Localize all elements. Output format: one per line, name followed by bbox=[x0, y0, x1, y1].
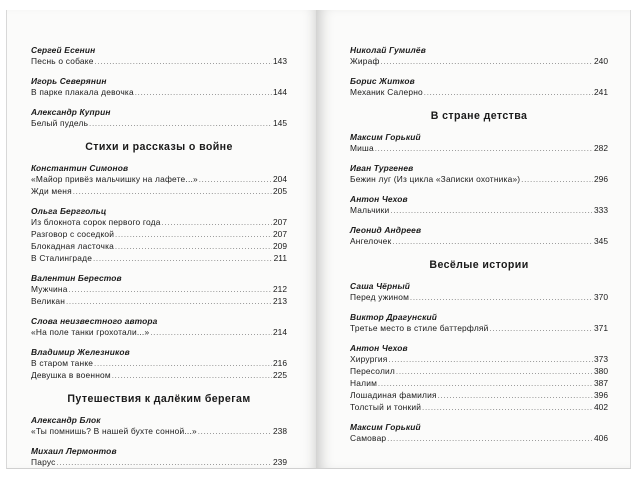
toc-author-group bbox=[350, 131, 608, 155]
author-name: Константин Симонов bbox=[31, 163, 129, 173]
dot-leader bbox=[381, 57, 593, 68]
page-number: 204 bbox=[273, 174, 287, 184]
entry-title: Лошадиная фамилия bbox=[350, 390, 437, 400]
toc-entry[interactable] bbox=[31, 358, 287, 370]
dot-leader bbox=[73, 187, 272, 198]
page-number: 207 bbox=[273, 217, 287, 227]
page-number: 207 bbox=[273, 229, 287, 239]
toc-author-group bbox=[31, 75, 287, 99]
entry-title: «На поле танки грохотали...» bbox=[31, 327, 150, 337]
dot-leader bbox=[112, 371, 272, 382]
entry-title: Хирургия bbox=[350, 354, 388, 364]
dot-leader bbox=[388, 355, 593, 366]
author-name: Слова неизвестного автора bbox=[31, 316, 158, 326]
toc-author-group bbox=[350, 421, 608, 445]
toc-entry[interactable] bbox=[350, 292, 608, 304]
toc-author-group bbox=[31, 106, 287, 130]
toc-entry[interactable] bbox=[31, 217, 287, 229]
toc-entry[interactable] bbox=[350, 323, 608, 335]
section-heading: Стихи и рассказы о войне bbox=[85, 141, 233, 153]
author-name: Ольга Берггольц bbox=[31, 206, 107, 216]
toc-author-group bbox=[350, 224, 608, 248]
page-number: 225 bbox=[273, 370, 287, 380]
dot-leader bbox=[521, 175, 593, 186]
section-heading: Весёлые истории bbox=[429, 259, 529, 271]
toc-author-group bbox=[31, 44, 287, 68]
page-number: 380 bbox=[594, 366, 608, 376]
entry-title: В старом танке bbox=[31, 358, 94, 368]
toc-author-group bbox=[350, 311, 608, 335]
page-number: 406 bbox=[594, 433, 608, 443]
dot-leader bbox=[162, 218, 272, 229]
dot-leader bbox=[375, 144, 593, 155]
dot-leader bbox=[424, 88, 593, 99]
toc-entry[interactable] bbox=[31, 118, 287, 130]
toc-author-group bbox=[31, 205, 287, 265]
dot-leader bbox=[410, 293, 593, 304]
entry-title: Жди меня bbox=[31, 186, 72, 196]
author-name: Владимир Железников bbox=[31, 347, 130, 357]
toc-entry[interactable] bbox=[350, 402, 608, 414]
dot-leader bbox=[199, 175, 272, 186]
toc-author-group bbox=[350, 193, 608, 217]
page-number: 214 bbox=[273, 327, 287, 337]
toc-entry[interactable] bbox=[31, 296, 287, 308]
author-name: Николай Гумилёв bbox=[350, 45, 426, 55]
entry-title: В парке плакала девочка bbox=[31, 87, 134, 97]
entry-title: Мужчина bbox=[31, 284, 68, 294]
entry-title: Бежин луг (Из цикла «Записки охотника») bbox=[350, 174, 521, 184]
dot-leader bbox=[390, 206, 593, 217]
dot-leader bbox=[392, 237, 593, 248]
toc-entry[interactable] bbox=[31, 174, 287, 186]
toc-entry[interactable] bbox=[31, 229, 287, 241]
dot-leader bbox=[198, 427, 272, 438]
toc-entry[interactable] bbox=[350, 433, 608, 445]
dot-leader bbox=[69, 285, 272, 296]
toc-entry[interactable] bbox=[350, 378, 608, 390]
page-number: 387 bbox=[594, 378, 608, 388]
entry-title: Перед ужином bbox=[350, 292, 410, 302]
page-number: 209 bbox=[273, 241, 287, 251]
dot-leader bbox=[150, 328, 272, 339]
author-name: Борис Житков bbox=[350, 76, 415, 86]
toc-entry[interactable] bbox=[31, 241, 287, 253]
entry-title: Налим bbox=[350, 378, 378, 388]
page-number: 402 bbox=[594, 402, 608, 412]
toc-entry[interactable] bbox=[350, 354, 608, 366]
toc-author-group bbox=[350, 75, 608, 99]
author-name: Максим Горький bbox=[350, 422, 421, 432]
dot-leader bbox=[438, 391, 593, 402]
entry-title: Пересолил bbox=[350, 366, 395, 376]
entry-title: «Ты помнишь? В нашей бухте сонной...» bbox=[31, 426, 197, 436]
dot-leader bbox=[378, 379, 593, 390]
entry-title: Разговор с соседкой bbox=[31, 229, 115, 239]
toc-author-group bbox=[350, 162, 608, 186]
toc-author-group bbox=[31, 315, 287, 339]
entry-title: Ангелочек bbox=[350, 236, 392, 246]
author-name: Сергей Есенин bbox=[31, 45, 96, 55]
entry-title: Девушка в военном bbox=[31, 370, 111, 380]
toc-entry[interactable] bbox=[31, 457, 287, 469]
entry-title: Парус bbox=[31, 457, 56, 467]
dot-leader bbox=[95, 57, 272, 68]
author-name: Валентин Берестов bbox=[31, 273, 122, 283]
dot-leader bbox=[89, 119, 272, 130]
author-name: Игорь Северянин bbox=[31, 76, 107, 86]
page-number: 239 bbox=[273, 457, 287, 467]
dot-leader bbox=[93, 254, 273, 265]
page-number: 240 bbox=[594, 56, 608, 66]
entry-title: Великан bbox=[31, 296, 66, 306]
entry-title: Белый пудель bbox=[31, 118, 89, 128]
dot-leader bbox=[66, 297, 272, 308]
entry-title: Блокадная ласточка bbox=[31, 241, 114, 251]
toc-entry[interactable] bbox=[350, 174, 608, 186]
toc-author-group bbox=[31, 272, 287, 308]
toc-author-group bbox=[31, 414, 287, 438]
left-page bbox=[6, 10, 317, 469]
page-number: 345 bbox=[594, 236, 608, 246]
entry-title: Мальчики bbox=[350, 205, 390, 215]
page-number: 211 bbox=[273, 253, 287, 263]
toc-entry[interactable] bbox=[350, 390, 608, 402]
author-name: Михаил Лермонтов bbox=[31, 446, 117, 456]
toc-entry[interactable] bbox=[350, 205, 608, 217]
entry-title: Жираф bbox=[350, 56, 380, 66]
toc-entry[interactable] bbox=[350, 56, 608, 68]
dot-leader bbox=[387, 434, 593, 445]
toc-entry[interactable] bbox=[350, 87, 608, 99]
entry-title: Толстый и тонкий bbox=[350, 402, 422, 412]
page-number: 238 bbox=[273, 426, 287, 436]
toc-entry[interactable] bbox=[31, 56, 287, 68]
toc-author-group bbox=[31, 346, 287, 382]
toc-entry[interactable] bbox=[31, 253, 287, 265]
entry-title: Песнь о собаке bbox=[31, 56, 94, 66]
author-name: Иван Тургенев bbox=[350, 163, 414, 173]
page-number: 333 bbox=[594, 205, 608, 215]
toc-author-group bbox=[350, 280, 608, 304]
author-name: Антон Чехов bbox=[350, 194, 408, 204]
author-name: Антон Чехов bbox=[350, 343, 408, 353]
entry-title: «Майор привёз мальчишку на лафете...» bbox=[31, 174, 198, 184]
toc-entry[interactable] bbox=[31, 370, 287, 382]
toc-entry[interactable] bbox=[350, 366, 608, 378]
entry-title: Самовар bbox=[350, 433, 387, 443]
toc-entry[interactable] bbox=[31, 426, 287, 438]
author-name: Александр Блок bbox=[31, 415, 101, 425]
page-number: 241 bbox=[594, 87, 608, 97]
dot-leader bbox=[115, 230, 272, 241]
dot-leader bbox=[135, 88, 272, 99]
page-number: 213 bbox=[273, 296, 287, 306]
dot-leader bbox=[396, 367, 593, 378]
page-number: 396 bbox=[594, 390, 608, 400]
page-number: 212 bbox=[273, 284, 287, 294]
author-name: Леонид Андреев bbox=[350, 225, 422, 235]
section-heading: В стране детства bbox=[430, 110, 528, 122]
toc-entry[interactable] bbox=[350, 236, 608, 248]
entry-title: Третье место в стиле баттерфляй bbox=[350, 323, 489, 333]
page-number: 145 bbox=[273, 118, 287, 128]
entry-title: Из блокнота сорок первого года bbox=[31, 217, 161, 227]
page-number: 216 bbox=[273, 358, 287, 368]
right-page bbox=[316, 10, 631, 469]
page-number: 205 bbox=[273, 186, 287, 196]
dot-leader bbox=[94, 359, 272, 370]
page-number: 370 bbox=[594, 292, 608, 302]
page-number: 143 bbox=[273, 56, 287, 66]
page-number: 296 bbox=[594, 174, 608, 184]
toc-author-group bbox=[350, 44, 608, 68]
toc-entry[interactable] bbox=[31, 87, 287, 99]
entry-title: Механик Салерно bbox=[350, 87, 423, 97]
page-number: 282 bbox=[594, 143, 608, 153]
toc-author-group bbox=[350, 342, 608, 414]
left-toc-column bbox=[31, 44, 287, 476]
toc-entry[interactable] bbox=[350, 143, 608, 155]
author-name: Саша Чёрный bbox=[350, 281, 411, 291]
author-name: Виктор Драгунский bbox=[350, 312, 437, 322]
entry-title: Миша bbox=[350, 143, 374, 153]
toc-entry[interactable] bbox=[31, 186, 287, 198]
section-heading: Путешествия к далёким берегам bbox=[67, 393, 251, 405]
book-spread bbox=[6, 10, 634, 474]
toc-entry[interactable] bbox=[31, 327, 287, 339]
author-name: Александр Куприн bbox=[31, 107, 111, 117]
entry-title: В Сталинграде bbox=[31, 253, 93, 263]
right-toc-column bbox=[350, 44, 608, 452]
dot-leader bbox=[490, 324, 593, 335]
toc-author-group bbox=[31, 445, 287, 469]
author-name: Максим Горький bbox=[350, 132, 421, 142]
page-number: 373 bbox=[594, 354, 608, 364]
dot-leader bbox=[422, 403, 593, 414]
dot-leader bbox=[115, 242, 272, 253]
page-number: 144 bbox=[273, 87, 287, 97]
dot-leader bbox=[57, 458, 272, 469]
toc-author-group bbox=[31, 162, 287, 198]
toc-entry[interactable] bbox=[31, 284, 287, 296]
page-number: 371 bbox=[594, 323, 608, 333]
